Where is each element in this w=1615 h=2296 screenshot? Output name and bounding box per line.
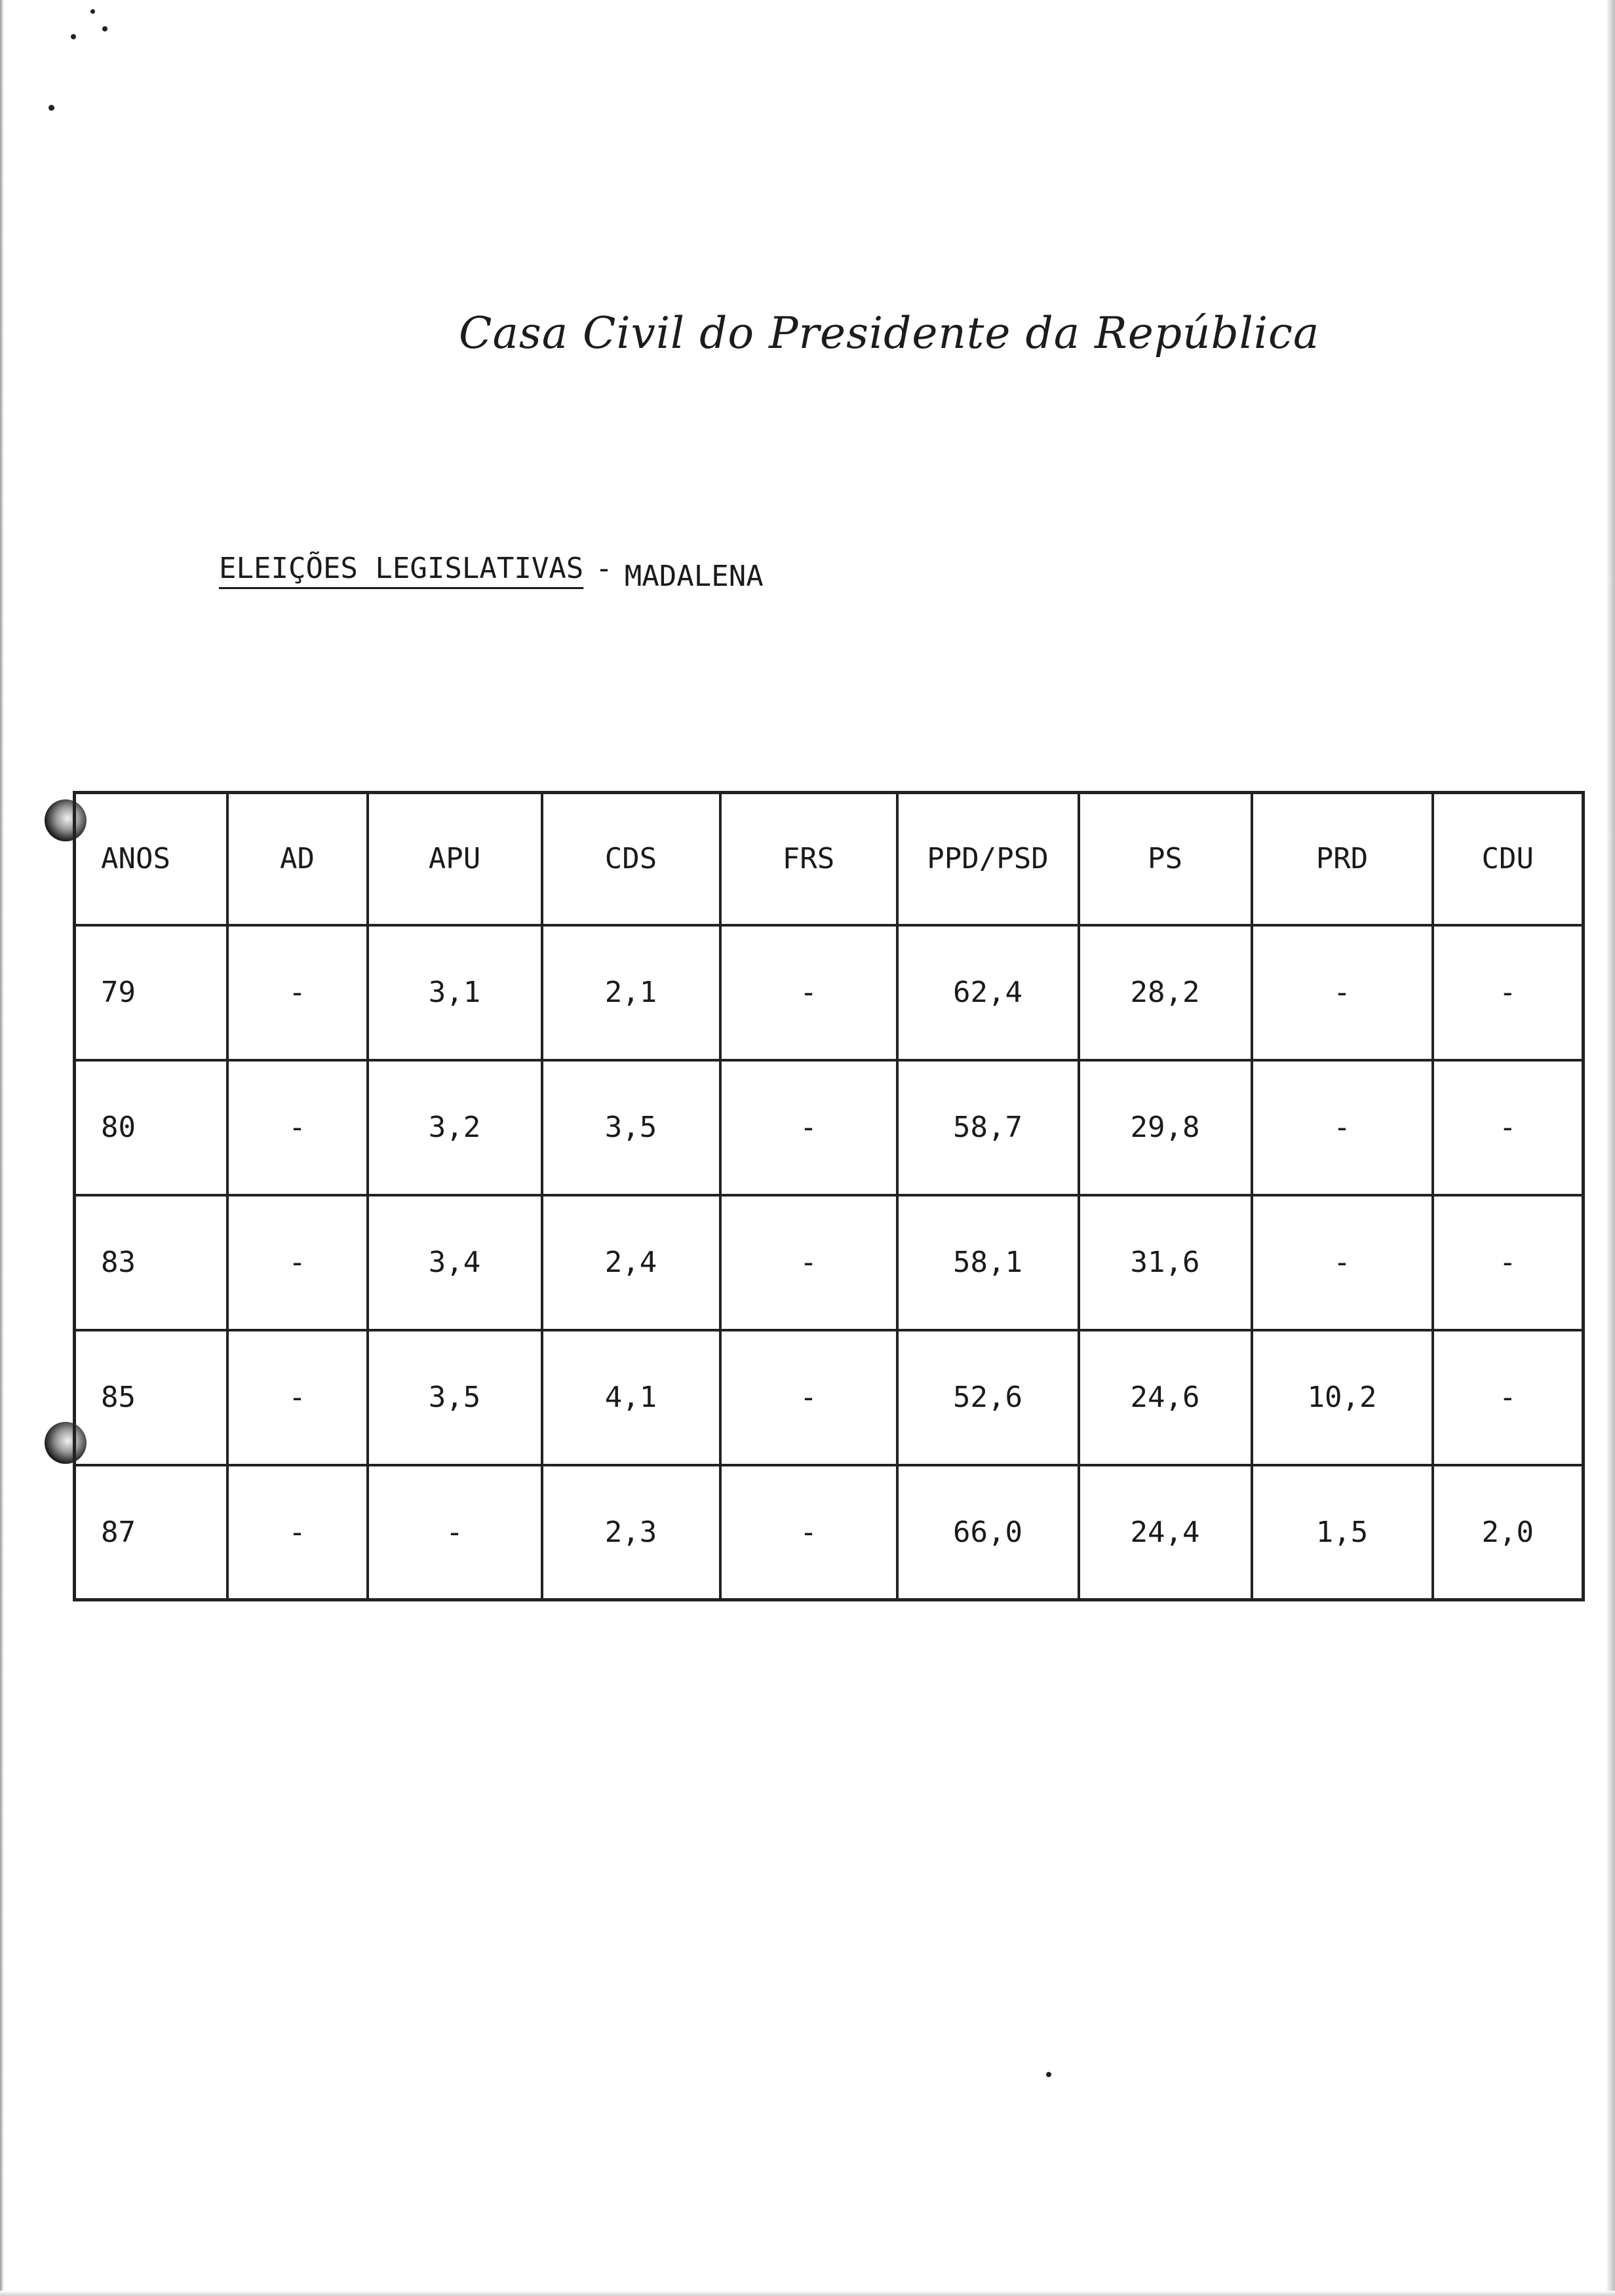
vote-share-cell: 2,3	[542, 1465, 720, 1600]
table-row	[75, 1330, 1584, 1465]
heading-title: ELEIÇÕES LEGISLATIVAS	[219, 552, 584, 585]
table-header	[75, 793, 1584, 925]
table-row	[75, 1465, 1584, 1600]
vote-share-cell: -	[1433, 1195, 1584, 1330]
vote-share-cell: -	[1252, 1195, 1433, 1330]
scan-speck	[49, 105, 54, 111]
scan-right-edge	[1606, 0, 1615, 2296]
heading-separator: -	[595, 552, 613, 585]
vote-share-cell: -	[1433, 1330, 1584, 1465]
column-header: ANOS	[75, 793, 227, 925]
vote-share-cell: -	[227, 1465, 368, 1600]
table-row	[75, 1195, 1584, 1330]
vote-share-cell: 3,5	[368, 1330, 542, 1465]
column-header: PRD	[1252, 793, 1433, 925]
vote-share-cell: 62,4	[897, 925, 1079, 1060]
document-heading	[219, 552, 764, 593]
vote-share-cell: 2,0	[1433, 1465, 1584, 1600]
table-body	[75, 925, 1584, 1600]
vote-share-cell: 2,1	[542, 925, 720, 1060]
vote-share-cell: -	[227, 925, 368, 1060]
vote-share-cell: 66,0	[897, 1465, 1079, 1600]
vote-share-cell: 58,7	[897, 1060, 1079, 1195]
scan-speck	[1046, 2072, 1051, 2077]
vote-share-cell: -	[720, 1465, 897, 1600]
header-row	[75, 793, 1584, 925]
scan-speck	[102, 26, 107, 31]
vote-share-cell: 29,8	[1079, 1060, 1252, 1195]
vote-share-cell: -	[227, 1060, 368, 1195]
column-header: PPD/PSD	[897, 793, 1079, 925]
vote-share-cell: 24,6	[1079, 1330, 1252, 1465]
vote-share-cell: 10,2	[1252, 1330, 1433, 1465]
vote-share-cell: 3,2	[368, 1060, 542, 1195]
year-cell: 85	[75, 1330, 227, 1465]
vote-share-cell: 28,2	[1079, 925, 1252, 1060]
vote-share-cell: 31,6	[1079, 1195, 1252, 1330]
results-table	[73, 791, 1585, 1601]
scan-bottom-edge	[0, 2291, 1615, 2296]
column-header: PS	[1079, 793, 1252, 925]
column-header: CDU	[1433, 793, 1584, 925]
vote-share-cell: -	[1433, 1060, 1584, 1195]
vote-share-cell: 3,5	[542, 1060, 720, 1195]
vote-share-cell: 24,4	[1079, 1465, 1252, 1600]
vote-share-cell: -	[1433, 925, 1584, 1060]
vote-share-cell: 2,4	[542, 1195, 720, 1330]
year-cell: 79	[75, 925, 227, 1060]
table-row	[75, 925, 1584, 1060]
table-row	[75, 1060, 1584, 1195]
column-header: FRS	[720, 793, 897, 925]
vote-share-cell: -	[720, 1195, 897, 1330]
vote-share-cell: -	[368, 1465, 542, 1600]
vote-share-cell: 3,1	[368, 925, 542, 1060]
letterhead: Casa Civil do Presidente da República	[459, 308, 1320, 358]
year-cell: 83	[75, 1195, 227, 1330]
vote-share-cell: 58,1	[897, 1195, 1079, 1330]
vote-share-cell: 4,1	[542, 1330, 720, 1465]
vote-share-cell: 1,5	[1252, 1465, 1433, 1600]
heading-place: MADALENA	[624, 560, 764, 593]
vote-share-cell: -	[227, 1195, 368, 1330]
vote-share-cell: -	[1252, 1060, 1433, 1195]
vote-share-cell: -	[720, 925, 897, 1060]
scan-speck	[90, 9, 95, 14]
results-table-wrapper	[73, 791, 1582, 1601]
vote-share-cell: -	[720, 1330, 897, 1465]
vote-share-cell: -	[720, 1060, 897, 1195]
scan-speck	[71, 34, 76, 39]
vote-share-cell: -	[1252, 925, 1433, 1060]
column-header: AD	[227, 793, 368, 925]
vote-share-cell: 3,4	[368, 1195, 542, 1330]
year-cell: 80	[75, 1060, 227, 1195]
scan-left-edge	[0, 0, 4, 2296]
year-cell: 87	[75, 1465, 227, 1600]
column-header: APU	[368, 793, 542, 925]
column-header: CDS	[542, 793, 720, 925]
vote-share-cell: -	[227, 1330, 368, 1465]
vote-share-cell: 52,6	[897, 1330, 1079, 1465]
